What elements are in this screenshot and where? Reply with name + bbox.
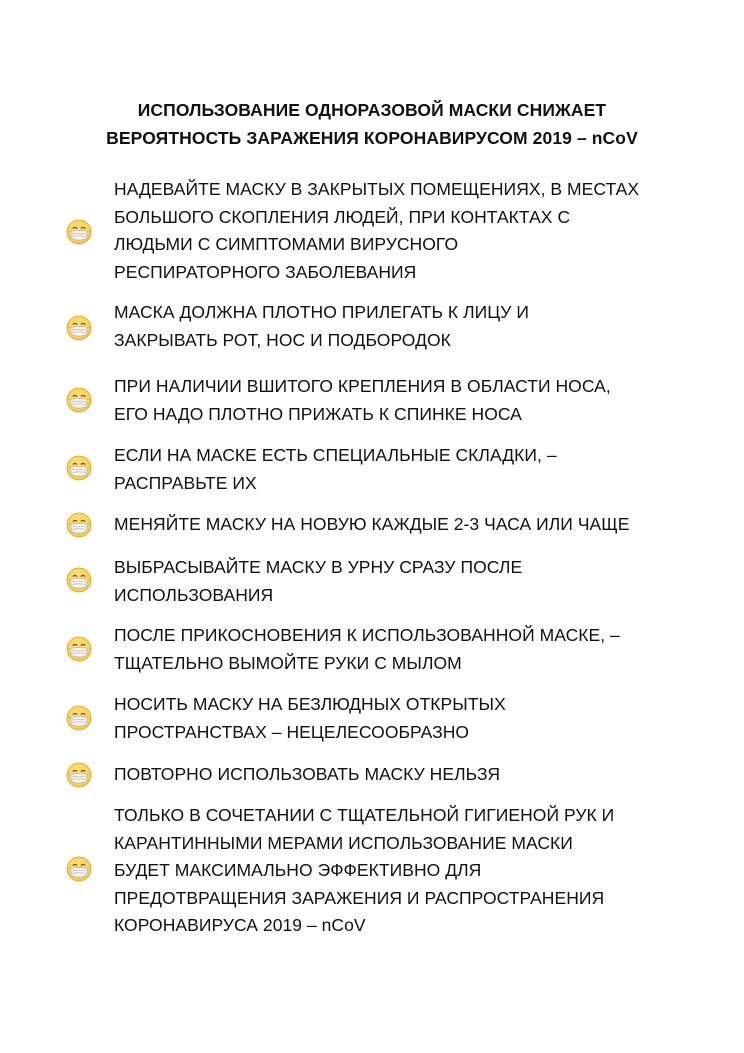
face-with-medical-mask-icon: [66, 762, 92, 788]
recommendation-text: ПОСЛЕ ПРИКОСНОВЕНИЯ К ИСПОЛЬЗОВАННОЙ МАСКЕ, – ТЩАТЕЛЬНО ВЫМОЙТЕ РУКИ С МЫЛОМ: [114, 625, 620, 673]
page-title: [60, 96, 684, 152]
recommendation-text: ВЫБРАСЫВАЙТЕ МАСКУ В УРНУ СРАЗУ ПОСЛЕ ИСПОЛЬЗОВАНИЯ: [114, 557, 523, 605]
recommendation-text: ЕСЛИ НА МАСКЕ ЕСТЬ СПЕЦИАЛЬНЫЕ СКЛАДКИ, – РАСПРАВЬТЕ ИХ: [114, 445, 557, 493]
recommendation-text: НОСИТЬ МАСКУ НА БЕЗЛЮДНЫХ ОТКРЫТЫХ ПРОСТРАНСТВАХ – НЕЦЕЛЕСООБРАЗНО: [114, 694, 506, 742]
title-line-1: ИСПОЛЬЗОВАНИЕ ОДНОРАЗОВОЙ МАСКИ СНИЖАЕТ: [137, 100, 607, 120]
face-with-medical-mask-icon: [66, 705, 92, 731]
face-with-medical-mask-icon: [66, 315, 92, 341]
recommendation-text: НАДЕВАЙТЕ МАСКУ В ЗАКРЫТЫХ ПОМЕЩЕНИЯХ, В МЕСТАХ БОЛЬШОГО СКОПЛЕНИЯ ЛЮДЕЙ, ПРИ КОНТАКТАХ С ЛЮДЬМИ С СИМПТОМАМИ ВИРУСНОГО РЕСПИРАТОРНОГО ЗАБОЛЕВАНИЯ: [114, 179, 640, 282]
recommendation-text: МЕНЯЙТЕ МАСКУ НА НОВУЮ КАЖДЫЕ 2-3 ЧАСА ИЛИ ЧАЩЕ: [114, 514, 630, 534]
recommendation-text: ТОЛЬКО В СОЧЕТАНИИ С ТЩАТЕЛЬНОЙ ГИГИЕНОЙ РУК И КАРАНТИННЫМИ МЕРАМИ ИСПОЛЬЗОВАНИЕ МАСКИ БУДЕТ МАКСИМАЛЬНО ЭФФЕКТИВНО ДЛЯ ПРЕДОТВРАЩЕНИЯ ЗАРАЖЕНИЯ И РАСПРОСТРАНЕНИЯ КОРОНАВИРУСА 2019 – nCoV: [114, 805, 615, 935]
face-with-medical-mask-icon: [66, 219, 92, 245]
face-with-medical-mask-icon: [66, 512, 92, 538]
face-with-medical-mask-icon: [66, 856, 92, 882]
face-with-medical-mask-icon: [66, 455, 92, 481]
recommendation-text: ПОВТОРНО ИСПОЛЬЗОВАТЬ МАСКУ НЕЛЬЗЯ: [114, 764, 501, 784]
title-line-2: ВЕРОЯТНОСТЬ ЗАРАЖЕНИЯ КОРОНАВИРУСОМ 2019 – nCoV: [106, 128, 638, 148]
recommendation-text: ПРИ НАЛИЧИИ ВШИТОГО КРЕПЛЕНИЯ В ОБЛАСТИ НОСА, ЕГО НАДО ПЛОТНО ПРИЖАТЬ К СПИНКЕ НОСА: [114, 376, 611, 424]
face-with-medical-mask-icon: [66, 636, 92, 662]
face-with-medical-mask-icon: [66, 567, 92, 593]
recommendation-text: МАСКА ДОЛЖНА ПЛОТНО ПРИЛЕГАТЬ К ЛИЦУ И ЗАКРЫВАТЬ РОТ, НОС И ПОДБОРОДОК: [114, 302, 529, 350]
face-with-medical-mask-icon: [66, 387, 92, 413]
